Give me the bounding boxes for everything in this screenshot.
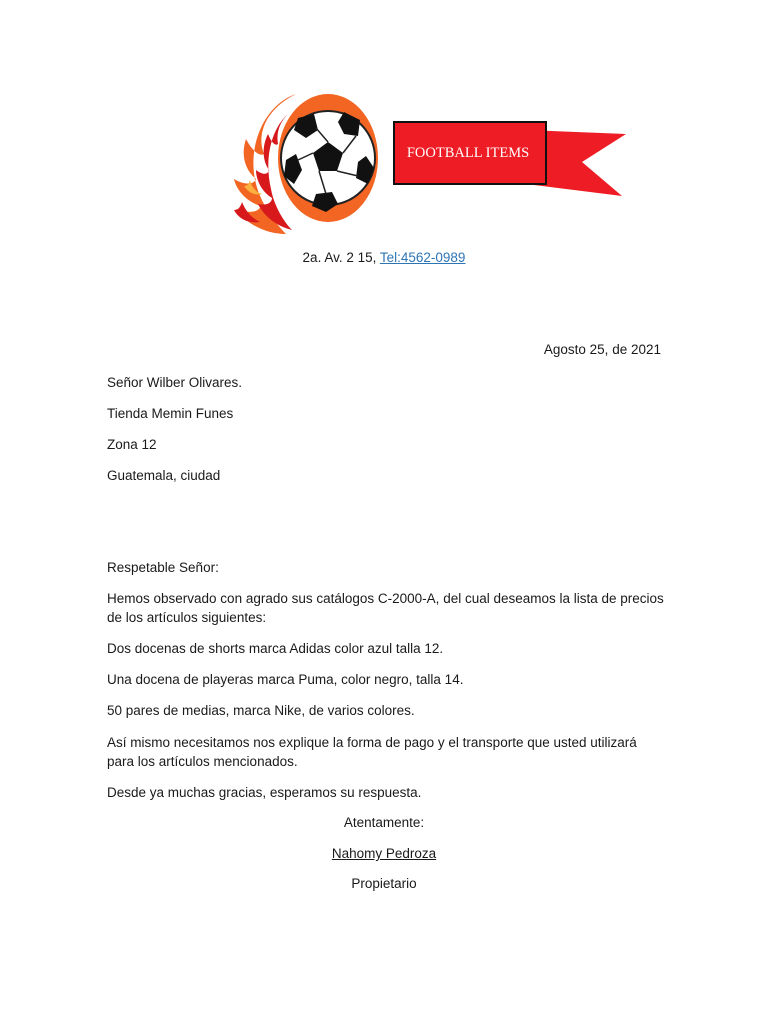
salutation: Respetable Señor: <box>107 560 219 575</box>
phone-link[interactable]: Tel:4562-0989 <box>379 250 466 265</box>
logo-banner-text: FOOTBALL ITEMS <box>406 145 530 161</box>
signer-name-text: Nahomy Pedroza <box>331 846 437 861</box>
signer-name <box>0 846 768 861</box>
recipient-line: Guatemala, ciudad <box>107 468 221 483</box>
logo-graphic <box>226 84 628 244</box>
closing: Atentamente: <box>343 815 425 830</box>
body-paragraph: Así mismo necesitamos nos explique la forma de pago y el transporte que usted utilizará para los artículos mencionados. <box>107 735 637 769</box>
contact-line <box>0 250 768 265</box>
signer-title: Propietario <box>351 876 417 891</box>
body-paragraph: Una docena de playeras marca Puma, color negro, talla 14. <box>107 672 464 687</box>
recipient-line: Señor Wilber Olivares. <box>107 375 243 390</box>
soccer-ball-icon <box>278 94 378 222</box>
football-items-logo <box>226 84 628 244</box>
body-paragraph: Desde ya muchas gracias, esperamos su respuesta. <box>107 785 422 800</box>
letter-date: Agosto 25, de 2021 <box>543 342 661 357</box>
body-paragraph: 50 pares de medias, marca Nike, de varios colores. <box>107 703 415 718</box>
body-paragraph: Dos docenas de shorts marca Adidas color azul talla 12. <box>107 641 444 656</box>
logo-banner <box>394 122 626 196</box>
address-text: 2a. Av. 2 15, <box>302 250 380 265</box>
recipient-line: Tienda Memin Funes <box>107 406 234 421</box>
recipient-line: Zona 12 <box>107 437 157 452</box>
body-paragraph: Hemos observado con agrado sus catálogos C-2000-A, del cual deseamos la lista de precios de los artículos siguientes: <box>107 591 664 625</box>
